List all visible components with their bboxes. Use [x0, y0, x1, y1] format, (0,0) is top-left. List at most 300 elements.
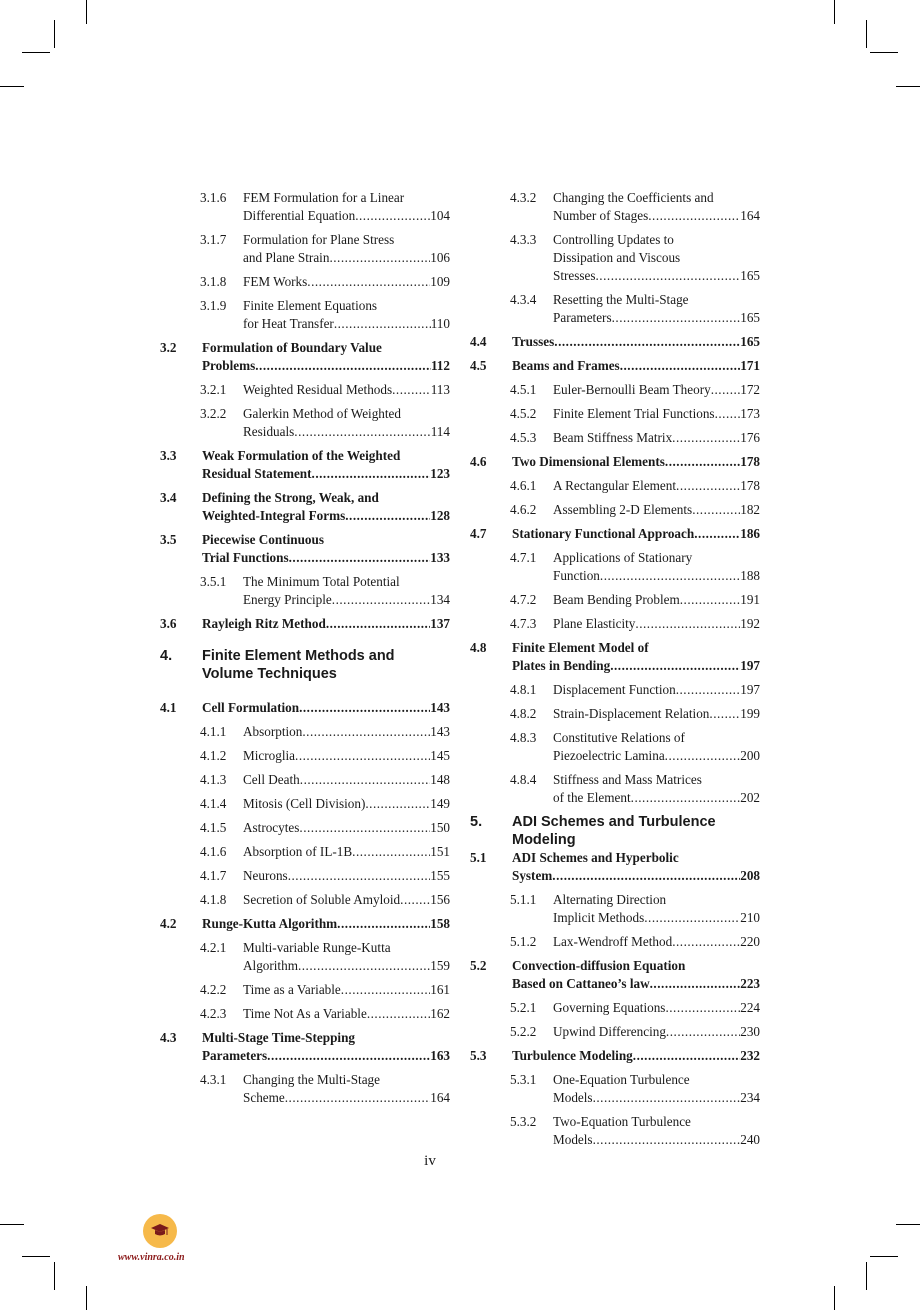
dot-leader: [672, 429, 740, 447]
crop-mark: [86, 0, 87, 24]
crop-mark: [0, 86, 24, 87]
entry-title: Stiffness and Mass Matrices: [553, 772, 702, 787]
toc-section: [470, 453, 760, 471]
entry-page: 123: [430, 466, 450, 481]
entry-number: 4.4: [470, 334, 487, 349]
crop-mark: [834, 0, 835, 24]
dot-leader: [680, 591, 740, 609]
toc-subsection: [160, 843, 450, 861]
entry-number: 3.4: [160, 490, 177, 505]
entry-page: 106: [430, 250, 450, 265]
entry-number: 4.6.1: [510, 478, 537, 493]
dot-leader: [345, 507, 430, 525]
entry-title: Controlling Updates to: [553, 232, 674, 247]
entry-title: ADI Schemes and Turbulence: [512, 814, 716, 830]
entry-number: 4.2.3: [200, 1006, 227, 1021]
entry-title: One-Equation Turbulence: [553, 1072, 690, 1087]
toc-subsection: [470, 771, 760, 807]
dot-leader: [612, 309, 741, 327]
entry-title: Euler-Bernoulli Beam Theory: [553, 382, 711, 397]
entry-title: Formulation of Boundary Value: [202, 340, 382, 355]
entry-page: 230: [740, 1024, 760, 1039]
entry-page: 188: [740, 568, 760, 583]
dot-leader: [554, 333, 740, 351]
entry-number: 4.2.2: [200, 982, 227, 997]
toc-subsection: [470, 705, 760, 723]
entry-number: 3.2.2: [200, 406, 227, 421]
entry-title: Finite Element Model of: [512, 640, 649, 655]
entry-page: 232: [740, 1048, 760, 1063]
dot-leader: [692, 501, 740, 519]
toc-section: [470, 357, 760, 375]
entry-number: 3.1.7: [200, 232, 227, 247]
toc-subsection: [160, 1005, 450, 1023]
dot-leader: [666, 1023, 740, 1041]
toc-section: [160, 615, 450, 633]
dot-leader: [299, 819, 430, 837]
dot-leader: [672, 933, 740, 951]
dot-leader: [329, 249, 430, 267]
entry-title: Time as a Variable: [243, 982, 341, 997]
dot-leader: [392, 381, 431, 399]
entry-title: Modeling: [512, 832, 576, 848]
entry-title: Convection-diffusion Equation: [512, 958, 686, 973]
toc-subsection: [470, 591, 760, 609]
entry-title: Turbulence Modeling: [512, 1048, 633, 1063]
toc-chapter: [470, 813, 760, 849]
entry-page: 113: [430, 382, 450, 397]
entry-page: 134: [430, 592, 450, 607]
entry-page: 234: [740, 1090, 760, 1105]
entry-number: 4.7.3: [510, 616, 537, 631]
toc-subsection: [160, 1071, 450, 1107]
entry-number: 4.5: [470, 358, 487, 373]
entry-number: 4.1.3: [200, 772, 227, 787]
toc-subsection: [470, 729, 760, 765]
entry-title: Finite Element Methods and: [202, 648, 395, 664]
entry-title: and Plane Strain: [243, 250, 330, 265]
crop-mark: [896, 1224, 920, 1225]
entry-title: Parameters: [202, 1048, 268, 1063]
dot-leader: [631, 789, 741, 807]
entry-title: Changing the Multi-Stage: [243, 1072, 380, 1087]
entry-page: 133: [430, 550, 450, 565]
entry-title: Formulation for Plane Stress: [243, 232, 395, 247]
entry-number: 3.1.8: [200, 274, 227, 289]
toc-section: [160, 531, 450, 567]
entry-number: 3.5: [160, 532, 177, 547]
toc-section: [470, 639, 760, 675]
dot-leader: [644, 909, 740, 927]
crop-mark: [22, 1256, 50, 1257]
toc-subsection: [470, 549, 760, 585]
entry-page: 176: [740, 430, 760, 445]
entry-title: Models: [553, 1132, 593, 1147]
entry-title: Differential Equation: [243, 208, 356, 223]
entry-title: Resetting the Multi-Stage: [553, 292, 689, 307]
entry-page: 186: [740, 526, 760, 541]
entry-title: Finite Element Equations: [243, 298, 378, 313]
entry-page: 208: [740, 868, 760, 883]
entry-title: Stationary Functional Approach: [512, 526, 695, 541]
entry-number: 4.1.2: [200, 748, 227, 763]
entry-title: Lax-Wendroff Method: [553, 934, 673, 949]
toc-subsection: [160, 981, 450, 999]
entry-number: 4.8: [470, 640, 487, 655]
entry-title: FEM Works: [243, 274, 308, 289]
toc-section: [160, 447, 450, 483]
toc-section: [470, 333, 760, 351]
toc-chapter: [160, 647, 450, 683]
entry-number: 3.6: [160, 616, 177, 631]
dot-leader: [593, 1131, 741, 1149]
dot-leader: [312, 465, 431, 483]
dot-leader: [709, 705, 740, 723]
toc-section: [470, 525, 760, 543]
dot-leader: [593, 1089, 741, 1107]
toc-subsection: [160, 189, 450, 225]
entry-page: 220: [740, 934, 760, 949]
entry-title: Microglia: [243, 748, 296, 763]
entry-title: Cell Formulation: [202, 700, 300, 715]
toc-subsection: [470, 381, 760, 399]
dot-leader: [288, 867, 431, 885]
entry-number: 4.1.6: [200, 844, 227, 859]
entry-title: Stresses: [553, 268, 596, 283]
entry-title: Multi-variable Runge-Kutta: [243, 940, 391, 955]
entry-title: Function: [553, 568, 600, 583]
dot-leader: [650, 975, 741, 993]
entry-number: 4.7.2: [510, 592, 537, 607]
entry-title: Displacement Function: [553, 682, 676, 697]
entry-title: Two Dimensional Elements: [512, 454, 665, 469]
entry-number: 4.3: [160, 1030, 177, 1045]
dot-leader: [365, 795, 430, 813]
entry-title: Plates in Bending: [512, 658, 611, 673]
entry-page: 114: [430, 424, 450, 439]
entry-title: Parameters: [553, 310, 612, 325]
dot-leader: [295, 747, 430, 765]
entry-number: 4.: [160, 648, 173, 664]
entry-page: 104: [430, 208, 450, 223]
toc-section: [160, 699, 450, 717]
entry-page: 110: [430, 316, 450, 331]
dot-leader: [337, 915, 430, 933]
toc-subsection: [470, 291, 760, 327]
dot-leader: [367, 1005, 430, 1023]
dot-leader: [255, 357, 431, 375]
entry-number: 5.2.2: [510, 1024, 537, 1039]
toc-section: [470, 1047, 760, 1065]
crop-mark: [0, 1224, 24, 1225]
entry-page: 200: [740, 748, 760, 763]
entry-page: 202: [740, 790, 760, 805]
entry-title: Number of Stages: [553, 208, 649, 223]
entry-title: Constitutive Relations of: [553, 730, 685, 745]
entry-title: Strain-Displacement Relation: [553, 706, 710, 721]
entry-page: 210: [740, 910, 760, 925]
entry-page: 155: [430, 868, 450, 883]
toc-section: [470, 849, 760, 885]
toc-subsection: [160, 891, 450, 909]
toc-subsection: [160, 723, 450, 741]
dot-leader: [620, 357, 741, 375]
entry-title: Defining the Strong, Weak, and: [202, 490, 379, 505]
toc-subsection: [470, 477, 760, 495]
dot-leader: [400, 891, 430, 909]
dot-leader: [334, 315, 431, 333]
toc-subsection: [470, 891, 760, 927]
entry-title: Governing Equations: [553, 1000, 666, 1015]
entry-number: 4.1: [160, 700, 177, 715]
entry-number: 4.1.1: [200, 724, 227, 739]
entry-title: for Heat Transfer: [243, 316, 334, 331]
dot-leader: [633, 1047, 740, 1065]
entry-number: 5.1.1: [510, 892, 537, 907]
crop-mark: [866, 1262, 867, 1290]
toc-subsection: [470, 189, 760, 225]
entry-title: Problems: [202, 358, 256, 373]
dot-leader: [300, 771, 430, 789]
entry-title: Neurons: [243, 868, 288, 883]
entry-number: 4.3.4: [510, 292, 537, 307]
entry-title: Models: [553, 1090, 593, 1105]
dot-leader: [676, 477, 740, 495]
entry-number: 3.1.9: [200, 298, 227, 313]
entry-page: 150: [430, 820, 450, 835]
crop-mark: [86, 1286, 87, 1310]
dot-leader: [289, 549, 431, 567]
toc-subsection: [160, 273, 450, 291]
entry-page: 159: [430, 958, 450, 973]
entry-title: Plane Elasticity: [553, 616, 636, 631]
dot-leader: [610, 657, 740, 675]
entry-title: Changing the Coefficients and: [553, 190, 714, 205]
entry-number: 4.6.2: [510, 502, 537, 517]
entry-page: 182: [740, 502, 760, 517]
entry-title: Weighted-Integral Forms: [202, 508, 346, 523]
entry-title: Runge-Kutta Algorithm: [202, 916, 338, 931]
crop-mark: [22, 52, 50, 53]
crop-mark: [896, 86, 920, 87]
entry-number: 4.7: [470, 526, 487, 541]
entry-title: Based on Cattaneo’s law: [512, 976, 650, 991]
crop-mark: [866, 20, 867, 48]
toc-section: [160, 339, 450, 375]
dot-leader: [332, 591, 430, 609]
toc-subsection: [160, 795, 450, 813]
crop-mark: [870, 1256, 898, 1257]
toc-subsection: [470, 933, 760, 951]
entry-number: 4.6: [470, 454, 487, 469]
entry-title: Dissipation and Viscous: [553, 250, 681, 265]
toc-subsection: [160, 297, 450, 333]
entry-number: 4.8.4: [510, 772, 537, 787]
graduation-cap-icon: [150, 1221, 170, 1241]
entry-page: 158: [430, 916, 450, 931]
entry-title: FEM Formulation for a Linear: [243, 190, 405, 205]
entry-title: Galerkin Method of Weighted: [243, 406, 402, 421]
entry-page: 197: [740, 658, 760, 673]
entry-page: 109: [430, 274, 450, 289]
entry-number: 4.5.2: [510, 406, 537, 421]
toc-subsection: [160, 867, 450, 885]
entry-title: Applications of Stationary: [553, 550, 693, 565]
toc-subsection: [470, 501, 760, 519]
entry-page: 192: [740, 616, 760, 631]
entry-page: 197: [740, 682, 760, 697]
entry-page: 137: [430, 616, 450, 631]
entry-title: Astrocytes: [243, 820, 300, 835]
entry-number: 3.5.1: [200, 574, 227, 589]
entry-number: 4.3.1: [200, 1072, 227, 1087]
entry-title: Beam Bending Problem: [553, 592, 680, 607]
toc-section: [470, 957, 760, 993]
entry-number: 4.8.3: [510, 730, 537, 745]
entry-number: 4.8.1: [510, 682, 537, 697]
entry-title: ADI Schemes and Hyperbolic: [512, 850, 679, 865]
toc-subsection: [470, 615, 760, 633]
entry-title: Two-Equation Turbulence: [553, 1114, 691, 1129]
entry-page: 149: [430, 796, 450, 811]
entry-title: Residuals: [243, 424, 295, 439]
dot-leader: [648, 207, 740, 225]
entry-title: Mitosis (Cell Division): [243, 796, 366, 811]
toc-left-column: [160, 189, 450, 1113]
entry-page: 172: [740, 382, 760, 397]
entry-title: Finite Element Trial Functions: [553, 406, 715, 421]
publisher-logo: [143, 1214, 177, 1248]
entry-number: 5.2: [470, 958, 487, 973]
entry-title: Multi-Stage Time-Stepping: [202, 1030, 356, 1045]
entry-title: Absorption of IL-1B: [243, 844, 353, 859]
entry-title: Scheme: [243, 1090, 285, 1105]
entry-number: 4.7.1: [510, 550, 537, 565]
entry-number: 5.3.2: [510, 1114, 537, 1129]
entry-page: 145: [430, 748, 450, 763]
entry-number: 5.1: [470, 850, 487, 865]
entry-number: 5.3.1: [510, 1072, 537, 1087]
entry-title: Alternating Direction: [553, 892, 667, 907]
entry-page: 191: [740, 592, 760, 607]
entry-page: 173: [740, 406, 760, 421]
entry-title: Secretion of Soluble Amyloid: [243, 892, 401, 907]
entry-title: Volume Techniques: [202, 666, 337, 682]
dot-leader: [676, 681, 741, 699]
entry-page: 164: [740, 208, 760, 223]
entry-title: Implicit Methods: [553, 910, 645, 925]
entry-page: 224: [740, 1000, 760, 1015]
dot-leader: [302, 723, 430, 741]
entry-title: Time Not As a Variable: [243, 1006, 367, 1021]
dot-leader: [294, 423, 430, 441]
dot-leader: [665, 999, 740, 1017]
entry-number: 5.: [470, 814, 483, 830]
entry-page: 165: [740, 268, 760, 283]
entry-number: 4.2.1: [200, 940, 227, 955]
entry-title: of the Element: [553, 790, 631, 805]
dot-leader: [355, 207, 430, 225]
dot-leader: [596, 267, 741, 285]
entry-page: 178: [740, 478, 760, 493]
dot-leader: [665, 747, 741, 765]
entry-title: Residual Statement: [202, 466, 312, 481]
dot-leader: [715, 405, 741, 423]
dot-leader: [665, 453, 740, 471]
entry-number: 4.1.4: [200, 796, 227, 811]
toc-subsection: [160, 939, 450, 975]
entry-number: 5.1.2: [510, 934, 537, 949]
dot-leader: [341, 981, 430, 999]
entry-page: 112: [430, 358, 450, 373]
entry-number: 5.3: [470, 1048, 487, 1063]
toc-section: [160, 1029, 450, 1065]
dot-leader: [635, 615, 740, 633]
entry-number: 4.3.3: [510, 232, 537, 247]
dot-leader: [600, 567, 740, 585]
dot-leader: [285, 1089, 430, 1107]
entry-title: Weak Formulation of the Weighted: [202, 448, 401, 463]
dot-leader: [298, 957, 430, 975]
entry-number: 3.3: [160, 448, 177, 463]
entry-title: Rayleigh Ritz Method: [202, 616, 326, 631]
entry-page: 128: [430, 508, 450, 523]
entry-page: 162: [430, 1006, 450, 1021]
toc-subsection: [160, 771, 450, 789]
entry-title: Beams and Frames: [512, 358, 620, 373]
toc-subsection: [160, 381, 450, 399]
entry-title: Trial Functions: [202, 550, 289, 565]
entry-page: 143: [430, 700, 450, 715]
entry-page: 164: [430, 1090, 450, 1105]
entry-page: 163: [430, 1048, 450, 1063]
toc-subsection: [160, 573, 450, 609]
toc-subsection: [160, 747, 450, 765]
dot-leader: [711, 381, 741, 399]
dot-leader: [352, 843, 430, 861]
crop-mark: [870, 52, 898, 53]
toc-subsection: [470, 999, 760, 1017]
entry-number: 4.3.2: [510, 190, 537, 205]
dot-leader: [267, 1047, 430, 1065]
toc-subsection: [470, 1023, 760, 1041]
entry-title: Weighted Residual Methods: [243, 382, 393, 397]
dot-leader: [694, 525, 740, 543]
page-number: iv: [424, 1153, 436, 1169]
entry-title: Piezoelectric Lamina: [553, 748, 665, 763]
dot-leader: [552, 867, 740, 885]
entry-page: 151: [430, 844, 450, 859]
entry-title: Beam Stiffness Matrix: [553, 430, 673, 445]
toc-subsection: [470, 231, 760, 285]
entry-number: 3.2: [160, 340, 177, 355]
entry-title: Algorithm: [243, 958, 298, 973]
toc-section: [160, 489, 450, 525]
entry-title: System: [512, 868, 553, 883]
entry-number: 4.5.1: [510, 382, 537, 397]
entry-title: Upwind Differencing: [553, 1024, 666, 1039]
dot-leader: [326, 615, 430, 633]
entry-page: 161: [430, 982, 450, 997]
crop-mark: [54, 20, 55, 48]
toc-section: [160, 915, 450, 933]
entry-number: 3.1.6: [200, 190, 227, 205]
toc-subsection: [160, 405, 450, 441]
entry-number: 4.2: [160, 916, 177, 931]
entry-title: The Minimum Total Potential: [243, 574, 400, 589]
entry-number: 3.2.1: [200, 382, 227, 397]
entry-title: Trusses: [512, 334, 555, 349]
